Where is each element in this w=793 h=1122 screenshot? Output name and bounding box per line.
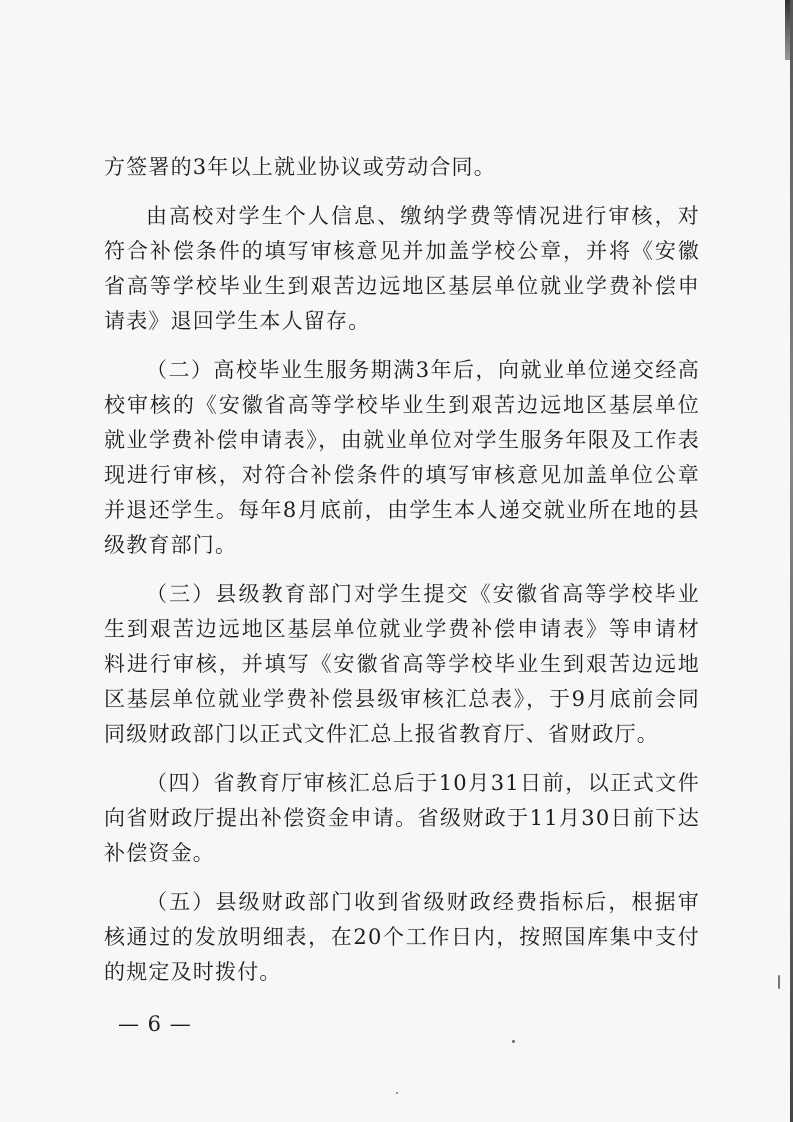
paragraph-4: （三）县级教育部门对学生提交《安徽省高等学校毕业生到艰苦边远地区基层单位就业学费补偿申请表》等申请材料进行审核，并填写《安徽省高等学校毕业生到艰苦边远地区基层单位就业学费补偿县级审核汇总表》，于9月底前会同同级财政部门以正式文件汇总上报省教育厅、省财政厅。 bbox=[104, 582, 700, 746]
paragraph-3: （二）高校毕业生服务期满3年后，向就业单位递交经高校审核的《安徽省高等学校毕业生到艰苦边远地区基层单位就业学费补偿申请表》，由就业单位对学生服务年限及工作表现进行审核，对符合补偿条件的填写审核意见加盖单位公章并退还学生。每年8月底前，由学生本人递交就业所在地的县级教育部门。 bbox=[104, 358, 700, 557]
paragraph-5: （四）省教育厅审核汇总后于10月31日前，以正式文件向省财政厅提出补偿资金申请。省级财政于11月30日前下达补偿资金。 bbox=[104, 771, 700, 865]
page-number: — 6 — bbox=[118, 1012, 192, 1036]
paragraph-1: 方签署的3年以上就业协议或劳动合同。 bbox=[104, 155, 496, 179]
scan-speck bbox=[396, 1092, 398, 1094]
scan-speck bbox=[778, 975, 780, 989]
paragraph-2: 由高校对学生个人信息、缴纳学费等情况进行审核，对符合补偿条件的填写审核意见并加盖学校公章，并将《安徽省高等学校毕业生到艰苦边远地区基层单位就业学费补偿申请表》退回学生本人留存。 bbox=[104, 204, 700, 333]
paragraph-6: （五）县级财政部门收到省级财政经费指标后，根据审核通过的发放明细表，在20个工作日内，按照国库集中支付的规定及时拨付。 bbox=[104, 890, 700, 984]
scan-speck bbox=[512, 1040, 515, 1043]
body-text bbox=[104, 150, 700, 1004]
